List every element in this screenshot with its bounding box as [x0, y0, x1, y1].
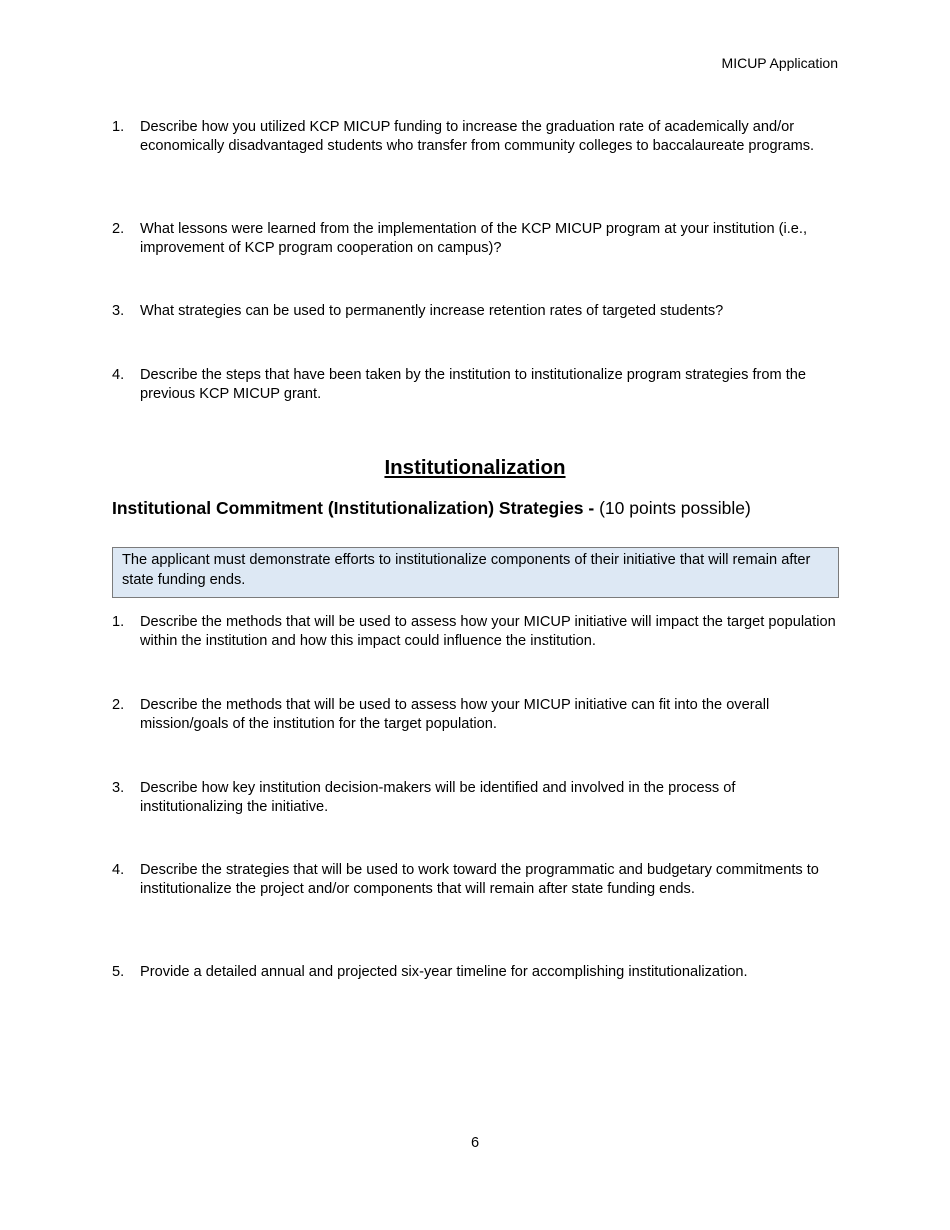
item-number: 3. — [112, 780, 125, 796]
reporting-question-list — [112, 366, 839, 405]
item-text: Describe the strategies that will be used to work toward the programmatic and budgetary commitments to institutionalize the project and/or components that will remain after state funding ends. — [140, 862, 819, 898]
reporting-question-list — [112, 118, 839, 157]
reporting-question-list — [112, 220, 839, 259]
institutionalization-question-list — [112, 861, 839, 900]
item-number: 4. — [112, 367, 125, 383]
points-possible: (10 points possible) — [594, 498, 751, 518]
item-number: 1. — [112, 614, 125, 630]
institutionalization-question-list — [112, 696, 839, 735]
institutionalization-question-list — [112, 613, 839, 652]
list-item — [112, 118, 839, 157]
item-text: Provide a detailed annual and projected six-year timeline for accomplishing institutionalization. — [140, 964, 748, 980]
item-text: Describe the steps that have been taken by the institution to institutionalize program strategies from the previous KCP MICUP grant. — [140, 367, 807, 403]
item-text: Describe the methods that will be used to assess how your MICUP initiative will impact the target population within the institution and how this impact could influence the institution. — [140, 614, 836, 650]
section-title: Institutionalization — [384, 456, 566, 479]
list-item — [112, 963, 839, 982]
item-number: 4. — [112, 862, 125, 878]
item-text: What lessons were learned from the implementation of the KCP MICUP program at your institution (i.e., improvement of KCP program cooperation on campus)? — [140, 221, 808, 257]
item-number: 2. — [112, 697, 125, 713]
item-number: 5. — [112, 964, 125, 980]
reporting-question-list — [112, 302, 839, 321]
item-number: 2. — [112, 221, 125, 237]
institutionalization-question-list — [112, 779, 839, 818]
institutionalization-question-list — [112, 963, 839, 982]
list-item — [112, 613, 839, 652]
list-item — [112, 861, 839, 900]
list-item — [112, 366, 839, 405]
page-number: 6 — [470, 1135, 480, 1151]
subheading-label: Institutional Commitment (Institutionalization) Strategies - — [112, 498, 595, 518]
list-item — [112, 779, 839, 818]
list-item — [112, 302, 839, 321]
item-text: Describe how you utilized KCP MICUP funding to increase the graduation rate of academically and/or economically disadvantaged students who transfer from community colleges to baccalaureate programs. — [140, 119, 815, 155]
item-text: What strategies can be used to permanently increase retention rates of targeted students? — [140, 303, 724, 319]
item-text: Describe how key institution decision-makers will be identified and involved in the process of institutionalizing the initiative. — [140, 780, 736, 816]
running-header: MICUP Application — [721, 55, 838, 71]
requirement-notice: The applicant must demonstrate efforts to institutionalize components of their initiative that will remain after state funding ends. — [112, 547, 839, 598]
item-text: Describe the methods that will be used to assess how your MICUP initiative can fit into the overall mission/goals of the institution for the target population. — [140, 697, 770, 733]
section-subheading — [112, 497, 751, 519]
item-number: 1. — [112, 119, 125, 135]
item-number: 3. — [112, 303, 125, 319]
list-item — [112, 696, 839, 735]
list-item — [112, 220, 839, 259]
